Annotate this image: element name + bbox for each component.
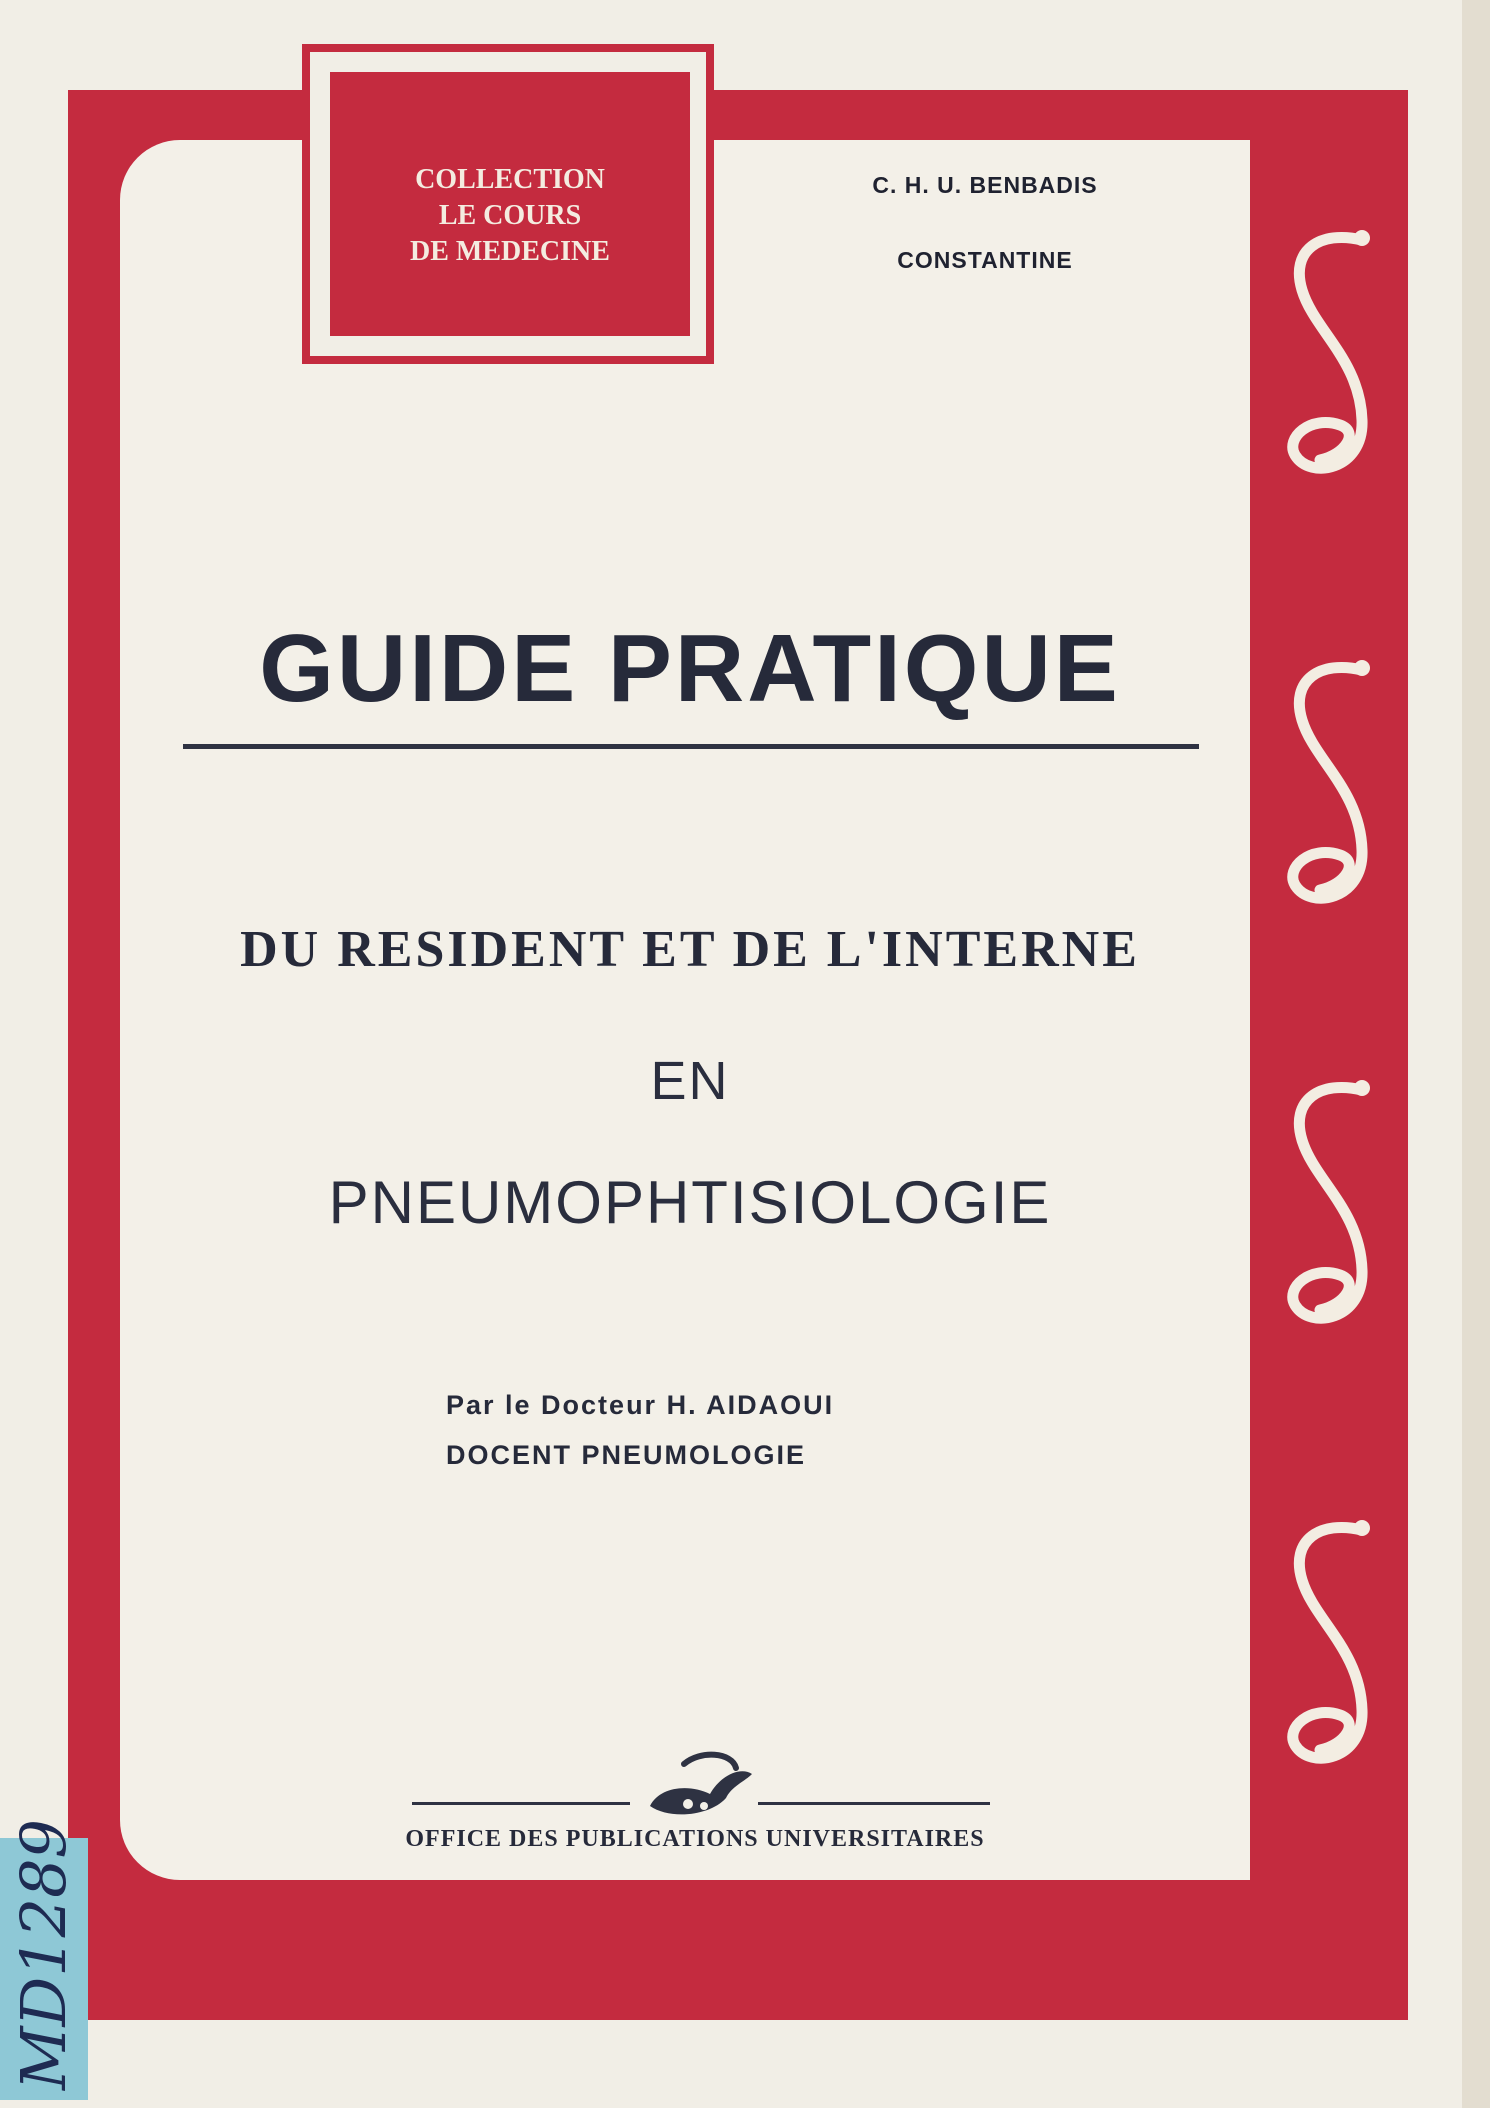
cover-edge [1462,0,1490,2108]
publisher-name: OFFICE DES PUBLICATIONS UNIVERSITAIRES [405,1826,985,1852]
author-block [446,1380,1046,1480]
caduceus-snake-icon [1293,1080,1370,1318]
subtitle-line-2: EN [650,1051,730,1111]
subtitle-line-1: DU RESIDENT ET DE L'INTERNE [240,921,1140,978]
publisher-rule [412,1802,630,1805]
caduceus-snake-icon [1293,660,1370,898]
collection-line: DE MEDECINE [410,236,610,267]
collection-name [330,162,690,270]
caduceus-snake-icon [1293,1520,1370,1758]
collection-line: LE COURS [438,200,582,231]
publisher-rule [758,1802,990,1805]
snake-border [1250,210,1390,1840]
institution-city: CONSTANTINE [897,247,1073,273]
library-call-number: MD1289 [7,1819,80,2090]
book-title: GUIDE PRATIQUE [259,615,1121,722]
collection-line: COLLECTION [415,164,605,195]
author-name: Par le Docteur H. AIDAOUI [446,1390,835,1420]
institution-name: C. H. U. BENBADIS [872,172,1098,198]
title-underline [183,744,1199,749]
author-title: DOCENT PNEUMOLOGIE [446,1440,807,1470]
caduceus-snake-icon [1293,230,1370,468]
inner-panel [120,140,1250,1880]
publisher-logo-icon [640,1746,760,1824]
subtitle-line-3: PNEUMOPHTISIOLOGIE [328,1169,1052,1236]
institution [825,172,1145,274]
